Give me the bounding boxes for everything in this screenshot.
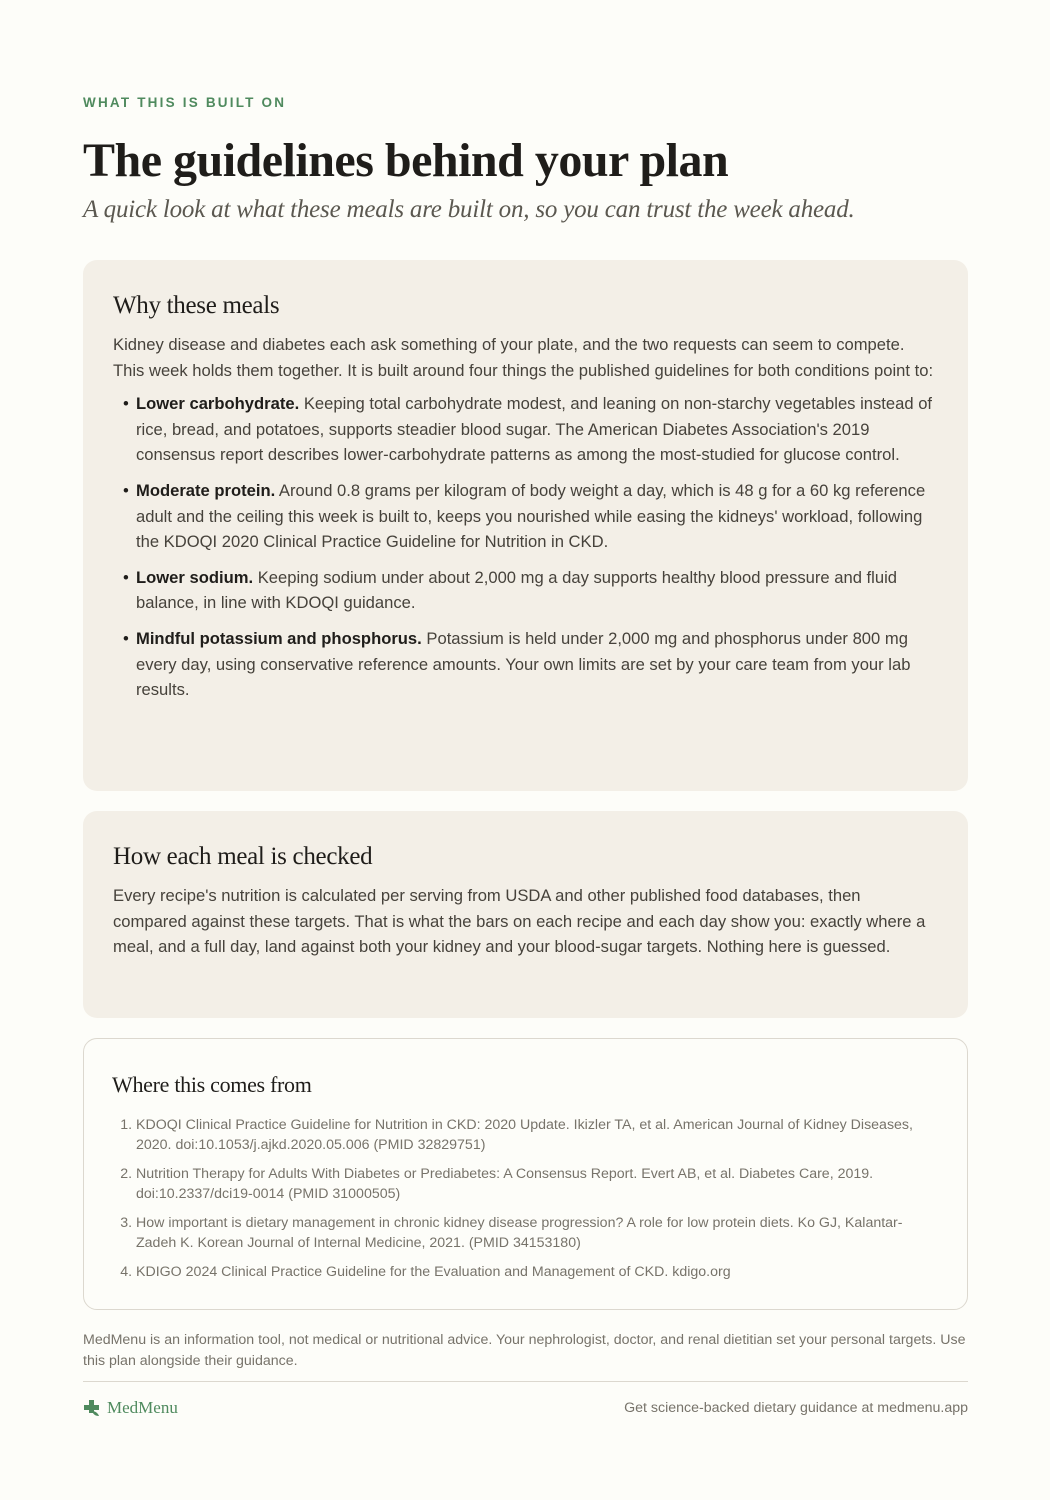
point-text: Around 0.8 grams per kilogram of body weight a day, which is 48 g for a 60 kg reference adult and the ceiling this week is built to, keeps you nourished while easing the kidneys' workload, following the KDOQI 2020 Clinical Practice Guideline for Nutrition in CKD. [136,480,926,552]
footer-link[interactable]: Get science-backed dietary guidance at medmenu.app [624,1400,968,1416]
medical-cross-leaf-icon [83,1399,101,1417]
why-intro: Kidney disease and diabetes each ask something of your plate, and the two requests can seem to compete. This week holds them together. It is built around four things the published guidelines for both conditions point to: [113,335,934,380]
footer [83,1398,968,1418]
point-term: Moderate protein. [136,480,276,500]
how-body: Every recipe's nutrition is calculated per serving from USDA and other published food databases, then compared against these targets. That is what the bars on each recipe and each day show you: exactly where a meal, and a full day, land against both your kidney and your blood-sugar targets. Nothing here is guessed. [113,886,926,957]
point-term: Lower sodium. [136,567,254,587]
disclaimer: MedMenu is an information tool, not medical or nutritional advice. Your nephrologist, doctor, and renal dietitian set your personal targets. Use this plan alongside their guidance. [83,1330,968,1382]
page-title: The guidelines behind your plan [83,134,729,187]
source-item: 2. Nutrition Therapy for Adults With Diabetes or Prediabetes: A Consensus Report. Evert AB, et al. Diabetes Care, 2019. doi:10.2337/dci19-0014 (PMID 31000505) [136,1164,939,1204]
source-item: 4. KDIGO 2024 Clinical Practice Guideline for the Evaluation and Management of CKD. kdigo.org [136,1262,939,1282]
how-heading: How each meal is checked [113,843,373,870]
point-term: Lower carbohydrate. [136,394,300,414]
sources-heading: Where this comes from [112,1072,312,1097]
sources-list [112,1115,939,1282]
guideline-list [113,391,938,703]
sources-card [83,1038,968,1310]
content [83,84,968,1418]
point-term: Mindful potassium and phosphorus. [136,628,422,648]
how-checked-card [83,811,968,1018]
source-item: 3. How important is dietary management in chronic kidney disease progression? A role for low protein diets. Ko GJ, Kalantar-Zadeh K. Korean Journal of Internal Medicine, 2021. (PMID 34153180) [136,1213,939,1253]
why-these-meals-card [83,260,968,791]
why-heading: Why these meals [113,292,280,319]
point-text: Keeping total carbohydrate modest, and leaning on non-starchy vegetables instead of rice, bread, and potatoes, supports steadier blood sugar. The American Diabetes Association's 2019 consensus report describes lower-carbohydrate patterns as among the most-studied for glucose control. [136,394,933,465]
point-text: Keeping sodium under about 2,000 mg a day supports healthy blood pressure and fluid balance, in line with KDOQI guidance. [136,567,897,613]
list-item [113,391,938,468]
list-item [113,626,938,703]
brand [83,1398,178,1418]
list-item [113,478,938,555]
point-text: Potassium is held under 2,000 mg and phosphorus under 800 mg every day, using conservative reference amounts. Your own limits are set by your care team from your lab results. [136,628,911,700]
list-item [113,565,938,616]
page-subtitle: A quick look at what these meals are built on, so you can trust the week ahead. [83,196,855,223]
source-item: 1. KDOQI Clinical Practice Guideline for Nutrition in CKD: 2020 Update. Ikizler TA, et al. American Journal of Kidney Diseases, 2020. doi:10.1053/j.ajkd.2020.05.006 (PMID 32829751) [136,1115,939,1155]
brand-name: MedMenu [107,1398,178,1417]
eyebrow: WHAT THIS IS BUILT ON [83,95,287,110]
